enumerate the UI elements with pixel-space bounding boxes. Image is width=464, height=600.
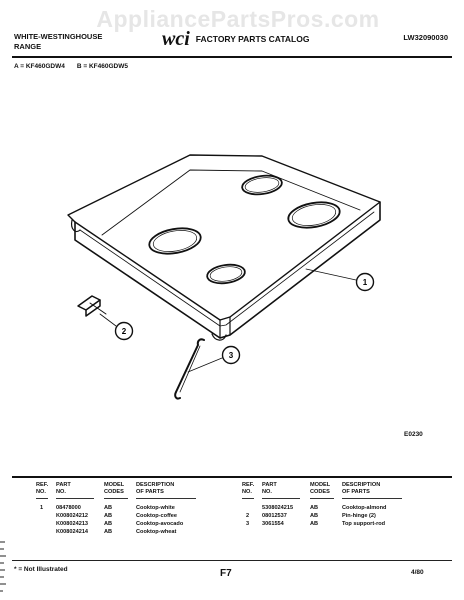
product-type: RANGE xyxy=(14,42,42,51)
table-row: K008024214 AB Cooktop-wheat xyxy=(56,529,177,535)
catalog-number: LW32090030 xyxy=(403,33,448,42)
drawing-code: E0230 xyxy=(404,431,423,438)
callout-label: 2 xyxy=(121,327,127,336)
print-date: 4/80 xyxy=(411,569,424,576)
table-row: K008024213 AB Cooktop-avocado xyxy=(56,521,184,527)
header-model: MODEL CODES xyxy=(104,482,125,495)
header-description: DESCRIPTION OF PARTS xyxy=(342,482,381,495)
table-row: 5308024215 AB Cooktop-almond xyxy=(262,505,387,511)
callout-1 xyxy=(357,274,374,291)
scan-edge-marks xyxy=(0,540,8,600)
wci-logo: wci xyxy=(162,28,190,50)
cooktop-panel xyxy=(68,155,380,340)
header-ref: REF. NO. xyxy=(36,482,49,495)
top-support-rod xyxy=(175,339,204,398)
model-a: A = KF460GDW4 xyxy=(14,63,65,70)
callout-3 xyxy=(223,347,240,364)
header-model: MODEL CODES xyxy=(310,482,331,495)
header-ref: REF. NO. xyxy=(242,482,255,495)
callout-label: 1 xyxy=(362,278,368,287)
header-description: DESCRIPTION OF PARTS xyxy=(136,482,175,495)
page-number: F7 xyxy=(220,568,232,579)
burner-openings xyxy=(147,173,341,285)
table-top-rule xyxy=(12,476,452,478)
table-row: 1 08478000 AB Cooktop-white xyxy=(40,505,175,511)
catalog-heading xyxy=(162,30,309,48)
brand-name: WHITE-WESTINGHOUSE xyxy=(14,32,103,41)
header-divider xyxy=(12,56,452,58)
model-b: B = KF460GDW5 xyxy=(76,63,128,70)
table-row: K008024212 AB Cooktop-coffee xyxy=(56,513,178,519)
table-row: 3 3061554 AB Top support-rod xyxy=(246,521,386,527)
model-list xyxy=(14,63,128,70)
callout-label: 3 xyxy=(228,351,234,360)
site-watermark: AppliancePartsPros.com xyxy=(96,6,380,32)
header-part: PART NO. xyxy=(262,482,277,495)
brand-block xyxy=(14,32,102,52)
table-row: 2 08012537 AB Pin-hinge (2) xyxy=(246,513,376,519)
pin-hinge xyxy=(78,296,106,316)
callout-2 xyxy=(116,323,133,340)
exploded-parts-diagram xyxy=(0,70,464,450)
catalog-title: FACTORY PARTS CATALOG xyxy=(195,34,310,44)
footer-note: * = Not Illustrated xyxy=(14,566,68,573)
header-part: PART NO. xyxy=(56,482,71,495)
table-bottom-rule xyxy=(12,560,452,561)
